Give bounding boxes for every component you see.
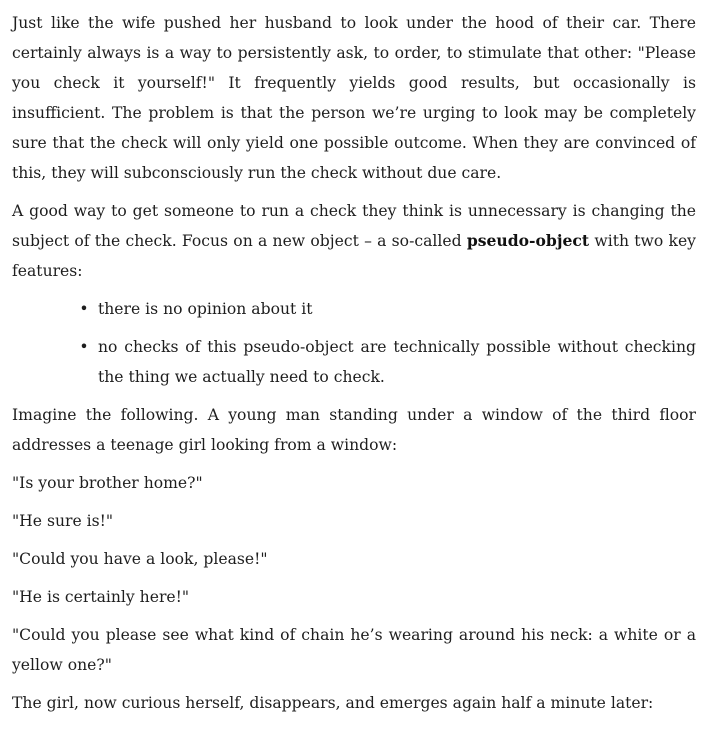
- pseudo-object-term: pseudo-object: [466, 231, 590, 250]
- paragraph-intro: Just like the wife pushed her husband to look under the hood of their car. There certainly always is a way to persistently ask, to order, to stimulate that other: "Please you check it yourself!" It frequently yields good results, but occasionally is insufficient. The problem is that the person we’re urging to look may be completely sure that the check will only yield one possible outcome. When they are convinced of this, they will subconsciously run the check without due care.: [12, 14, 696, 182]
- paragraph-pseudo-object-start: A good way to get someone to run a check they think is unnecessary is changing the subject of the check. Focus on a new object – a so-called: [12, 202, 696, 250]
- paragraph-closing: The girl, now curious herself, disappears, and emerges again half a minute later:: [12, 694, 654, 712]
- dialog-line: "Could you please see what kind of chain he’s wearing around his neck: a white or a yellow one?": [12, 626, 696, 674]
- dialog-line: "He sure is!": [12, 512, 114, 530]
- list-item-text: no checks of this pseudo-object are technically possible without checking the thing we actually need to check.: [98, 338, 696, 386]
- list-item-text: there is no opinion about it: [98, 300, 313, 318]
- paragraph-pseudo-object-end: with two key features:: [12, 232, 696, 280]
- bullet-icon: •: [79, 338, 89, 356]
- paragraph-scenario: Imagine the following. A young man standing under a window of the third floor addresses a teenage girl looking from a window:: [12, 406, 696, 454]
- dialog-line: "He is certainly here!": [12, 588, 190, 606]
- bullet-icon: •: [79, 300, 89, 318]
- feature-list: [12, 294, 696, 392]
- list-item: [12, 294, 696, 324]
- dialog-line: "Could you have a look, please!": [12, 550, 268, 568]
- list-item: [12, 332, 696, 392]
- paragraph-pseudo-object: [12, 196, 696, 286]
- document-body: [12, 8, 696, 726]
- dialog-line: "Is your brother home?": [12, 474, 203, 492]
